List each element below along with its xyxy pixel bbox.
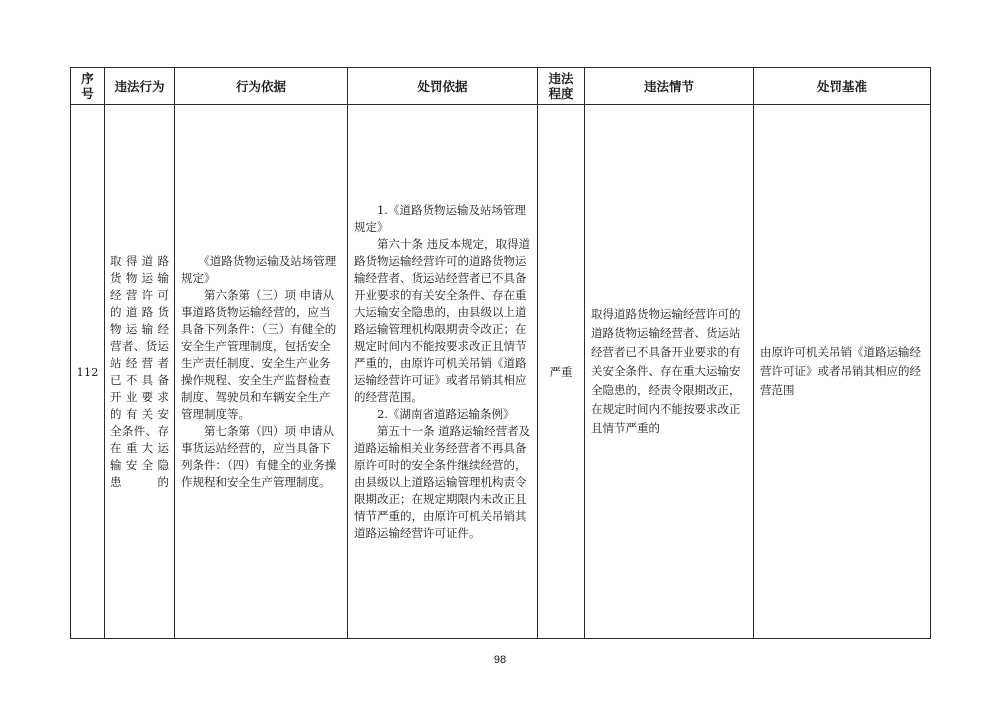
header-penalty-standard: 处罚基准 (754, 68, 931, 105)
header-violation-act: 违法行为 (105, 68, 175, 105)
penalty-standard-cell: 由原许可机关吊销《道路运输经营许可证》或者吊销其相应的经营范围 (754, 105, 931, 639)
header-penalty-basis: 处罚依据 (348, 68, 538, 105)
penalty-basis-cell: 1.《道路货物运输及站场管理规定》 第六十条 违反本规定，取得道路货物运输经营许可的道路货物运输经营者、货运站经营者已不具备开业要求的有关安全条件、存在重大运输安全隐患的，由县级以上道路运输管理机构限期责令改正；在规定时间内不能按要求改正且情节严重的，由原许可机关吊销《道路运输经营许可证》或者吊销其相应的经营范围。 2.《湖南省道路运输条例》 第五十一条 道路运输经营者及道路运输相关业务经营者不再具备原许可时的安全条件继续经营的，由县级以上道路运输管理机构责令限期改正；在规定期限内未改正且情节严重的，由原许可机关吊销其道路运输经营许可证件。 (348, 105, 538, 639)
penalty-standards-table (70, 67, 931, 639)
header-legal-basis: 行为依据 (175, 68, 348, 105)
degree-cell: 严重 (538, 105, 585, 639)
violation-act-cell: 取得道路 货物运输 经营许可 的道路货 物运输经 营者、货运 站经营者 已不具备 开业要求 的有关安 全条件、存 在重大运 输安全隐 患的 (105, 105, 175, 639)
table-header-row (71, 68, 931, 105)
circumstance-cell: 取得道路货物运输经营许可的道路货物运输经营者、货运站经营者已不具备开业要求的有关安全条件、存在重大运输安全隐患的，经责令限期改正，在规定时间内不能按要求改正且情节严重的 (585, 105, 754, 639)
row-number: 112 (71, 105, 105, 639)
legal-basis-cell: 《道路货物运输及站场管理规定》 第六条第（三）项 申请从事道路货物运输经营的，应当具备下列条件：（三）有健全的安全生产管理制度，包括安全生产责任制度、安全生产业务操作规程、安全生产监督检查制度、驾驶员和车辆安全生产管理制度等。 第七条第（四）项 申请从事货运站经营的，应当具备下列条件：（四）有健全的业务操作规程和安全生产管理制度。 (175, 105, 348, 639)
table-row (71, 105, 931, 639)
page-number: 98 (493, 654, 507, 666)
header-no: 序 号 (71, 68, 105, 105)
header-degree: 违法 程度 (538, 68, 585, 105)
header-circumstance: 违法情节 (585, 68, 754, 105)
